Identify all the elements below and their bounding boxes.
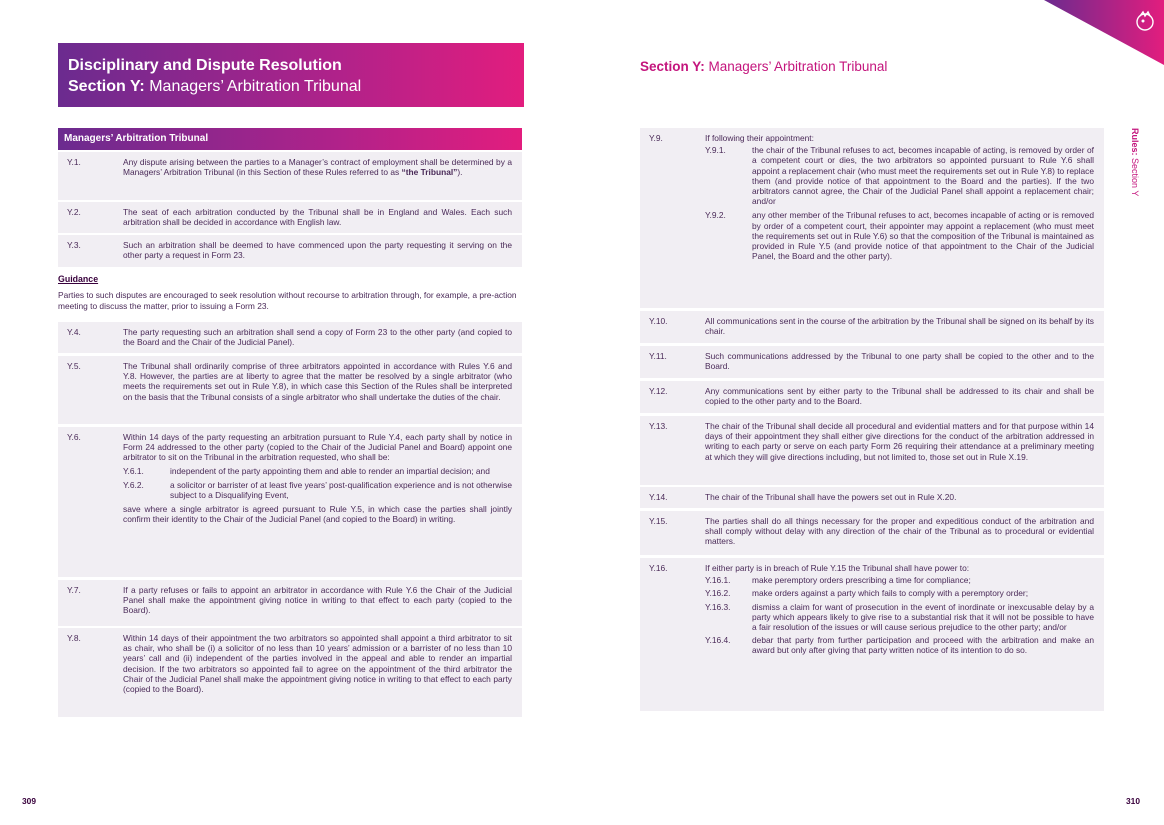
rule-text: Such an arbitration shall be deemed to have commenced upon the party requesting it serving on the other party a request in Form 23. [123, 240, 512, 261]
subrule: Y.9.1. the chair of the Tribunal refuses to act, becomes incapable of acting, is removed by order of a competent court or dies, the two arbitrators so appointed pursuant to Rule Y.6 shall appoint a replacement chair (who must meet the requirements set out in Rule Y.8) to replace them (and provide notice of that appointment to the Board and the parties). If the two arbitrators cannot agree, the Chair of the Judicial Panel shall appoint a replacement chair; and/or [705, 145, 1094, 207]
subrule: Y.16.4. debar that party from further participation and proceed with the arbitration and make an award but only after giving that party written notice of its intention to do so. [705, 635, 1094, 656]
table-header: Managers’ Arbitration Tribunal [58, 128, 522, 150]
section-banner [58, 43, 524, 107]
rule-text: If either party is in breach of Rule Y.15 the Tribunal shall have power to: Y.16.1. make peremptory orders prescribing a time for compliance; Y.16.2. make orders against a party which fails to comply with a peremptory order; Y.16.3. dismiss a claim for want of prosecution in the event of inordinate or inexcusable delay by a party which appears likely to give rise to a substantial risk that it will not be possible to have a fair resolution of the issues or will cause serious prejudice to the other party; and/or Y.16.4. debar that party from further participation and proceed with the arbitration and make an award but only after giving that party written notice of its intention to do so. [705, 563, 1094, 656]
rule-row-y1 [58, 152, 522, 200]
page-number: 309 [22, 796, 36, 806]
rule-number: Y.2. [67, 207, 81, 217]
rule-text: Within 14 days of the party requesting an arbitration pursuant to Rule Y.4, each party shall by notice in Form 24 addressed to the other party (copied to the Chair of the Judicial Panel and Board) appoint one arbitrator to sit on the Tribunal in the arbitration requested, who shall be: Y.6.1. independent of the party appointing them and able to render an impartial decision; and Y.6.2. a solicitor or barrister of at least five years’ post-qualification experience and is not otherwise subject to a Disqualifying Event, save where a single arbitrator is agreed pursuant to Rule Y.5, in which case the parties shall jointly confirm their identity to the Chair of the Judicial Panel (and copied to the Board) in writing. [123, 432, 512, 525]
subrule: Y.6.1. independent of the party appointing them and able to render an impartial decision; and [123, 465, 490, 476]
side-section-label: Rules: Section Y [1130, 128, 1140, 197]
banner-subtitle: Section Y: Managers’ Arbitration Tribunal [68, 78, 362, 95]
rule-number: Y.6. [67, 432, 81, 442]
rule-row-y3 [58, 235, 522, 267]
rule-number: Y.7. [67, 585, 81, 595]
rule-text: The parties shall do all things necessary for the proper and expeditious conduct of the arbitration and shall comply without delay with any direction of the chair of the Tribunal as to procedural or evidential matters. [705, 516, 1094, 547]
subrule: Y.16.2. make orders against a party which fails to comply with a peremptory order; [705, 588, 1029, 599]
subrule: Y.9.2. any other member of the Tribunal refuses to act, becomes incapable of acting or is removed by order of a competent court, their appointer may appoint a replacement (who must meet the requirements set out in Rule Y.6) so that the composition of the Tribunal is maintained as provided in Rule Y.5 (and provide notice of that appointment to the Chair of the Judicial Panel, the Board and the other party). [705, 210, 1094, 262]
rule-number: Y.16. [649, 563, 668, 573]
rule-row-y13 [640, 416, 1104, 485]
banner-title: Disciplinary and Dispute Resolution [68, 57, 342, 74]
rule-row-y2 [58, 202, 522, 233]
rule-number: Y.11. [649, 351, 667, 361]
page-number: 310 [1126, 796, 1140, 806]
corner-logo-decoration [1044, 0, 1164, 65]
subrule: Y.6.2. a solicitor or barrister of at least five years’ post-qualification experience and is not otherwise subject to a Disqualifying Event, [123, 479, 512, 501]
rule-row-y11 [640, 346, 1104, 378]
rule-text: Such communications addressed by the Tribunal to one party shall be copied to the other and to the Board. [705, 351, 1094, 372]
rule-number: Y.12. [649, 386, 668, 396]
rule-text: If a party refuses or fails to appoint an arbitrator in accordance with Rule Y.6 the Chair of the Judicial Panel shall make the appointment giving notice in writing to that effect to each party (copied to the Board). [123, 585, 512, 616]
page-title: Section Y: Managers’ Arbitration Tribunal [640, 59, 888, 74]
rule-row-y14 [640, 487, 1104, 508]
rule-number: Y.15. [649, 516, 668, 526]
subrule: Y.16.1. make peremptory orders prescribing a time for compliance; [705, 575, 971, 586]
guidance-title: Guidance [58, 274, 99, 284]
rule-text: The Tribunal shall ordinarily comprise of three arbitrators appointed in accordance with Rules Y.6 and Y.8. However, the parties are at liberty to agree that the matter be resolved by a single arbitrator (who meets the requirements set out in Rule Y.8), in which case this Section of the Rules shall be interpreted on the basis that the Tribunal consists of a single arbitrator who shall undertake the duties of the chair. [123, 361, 512, 402]
rule-number: Y.5. [67, 361, 81, 371]
rule-row-y12 [640, 381, 1104, 413]
rule-row-y4 [58, 322, 522, 353]
rule-text: The seat of each arbitration conducted by the Tribunal shall be in England and Wales. Each such arbitration shall be decided in accordance with English law. [123, 207, 512, 228]
right-page [582, 0, 1164, 825]
rule-row-y7 [58, 580, 522, 626]
rule-row-y16 [640, 558, 1104, 711]
subrule: Y.16.3. dismiss a claim for want of prosecution in the event of inordinate or inexcusable delay by a party which appears likely to give rise to a substantial risk that it will not be possible to have a fair resolution of the issues or will cause serious prejudice to the other party; and/or [705, 601, 1094, 633]
rule-number: Y.10. [649, 316, 668, 326]
rule-row-y5 [58, 356, 522, 424]
rule-text: Any communications sent by either party to the Tribunal shall be addressed to its chair and shall be copied to the other party and to the Board. [705, 386, 1094, 407]
rule-text: The chair of the Tribunal shall decide all procedural and evidential matters and for that purpose within 14 days of their appointment they shall either give directions for the conduct of the arbitration addressed in writing to each party or serve on each party Form 26 requiring their attendance at a preliminary meeting at which they will give directions including, but not limited to, those set out in Rule X.19. [705, 421, 1094, 462]
rule-text: All communications sent in the course of the arbitration by the Tribunal shall be signed on its behalf by its chair. [705, 316, 1094, 337]
rule-number: Y.8. [67, 633, 81, 643]
rule-text: The chair of the Tribunal shall have the powers set out in Rule X.20. [705, 492, 957, 502]
rule-number: Y.3. [67, 240, 81, 250]
rule-number: Y.13. [649, 421, 668, 431]
rule-row-y15 [640, 511, 1104, 555]
rule-row-y8 [58, 628, 522, 717]
rule-number: Y.4. [67, 327, 81, 337]
guidance-text: Parties to such disputes are encouraged to seek resolution without recourse to arbitration through, for example, a pre-action meeting to discuss the matter, prior to issuing a Form 23. [58, 290, 517, 311]
rule-text: If following their appointment: Y.9.1. the chair of the Tribunal refuses to act, becomes incapable of acting, is removed by order of a competent court or dies, the two arbitrators so appointed pursuant to Rule Y.6 shall appoint a replacement chair (who must meet the requirements set out in Rule Y.8) to replace them (and provide notice of that appointment to the Board and the parties). If the two arbitrators cannot agree, the Chair of the Judicial Panel shall appoint a replacement chair; and/or Y.9.2. any other member of the Tribunal refuses to act, becomes incapable of acting or is removed by order of a competent court, their appointer may appoint a replacement (who must meet the requirements set out in Rule Y.6) so that the composition of the Tribunal is maintained as provided in Rule Y.5 (and provide notice of that appointment to the Chair of the Judicial Panel, the Board and the other party). [705, 133, 1094, 262]
rule-text: Within 14 days of their appointment the two arbitrators so appointed shall appoint a third arbitrator to sit as chair, who shall be (i) a solicitor of no less than 10 years’ admission or a barrister of no less than 10 years’ call and (ii) independent of the parties involved in the appeal and able to render an impartial decision. If the two arbitrators so appointed fail to agree on the appointment of the third arbitrator the Chair of the Judicial Panel shall make the appointment giving notice in writing to that effect to each party (copied to the Board). [123, 633, 512, 695]
rule-row-y9 [640, 128, 1104, 308]
rule-row-y10 [640, 311, 1104, 343]
rule-text: The party requesting such an arbitration shall send a copy of Form 23 to the other party (and copied to the Board and the Chair of the Judicial Panel). [123, 327, 512, 348]
rule-number: Y.1. [67, 157, 81, 167]
rule-row-y6 [58, 427, 522, 577]
rule-number: Y.14. [649, 492, 668, 502]
rule-number: Y.9. [649, 133, 663, 143]
rule-text: Any dispute arising between the parties to a Manager’s contract of employment shall be determined by a Managers’ Arbitration Tribunal (in this Section of these Rules referred to as “the Tribunal”). [123, 157, 512, 178]
